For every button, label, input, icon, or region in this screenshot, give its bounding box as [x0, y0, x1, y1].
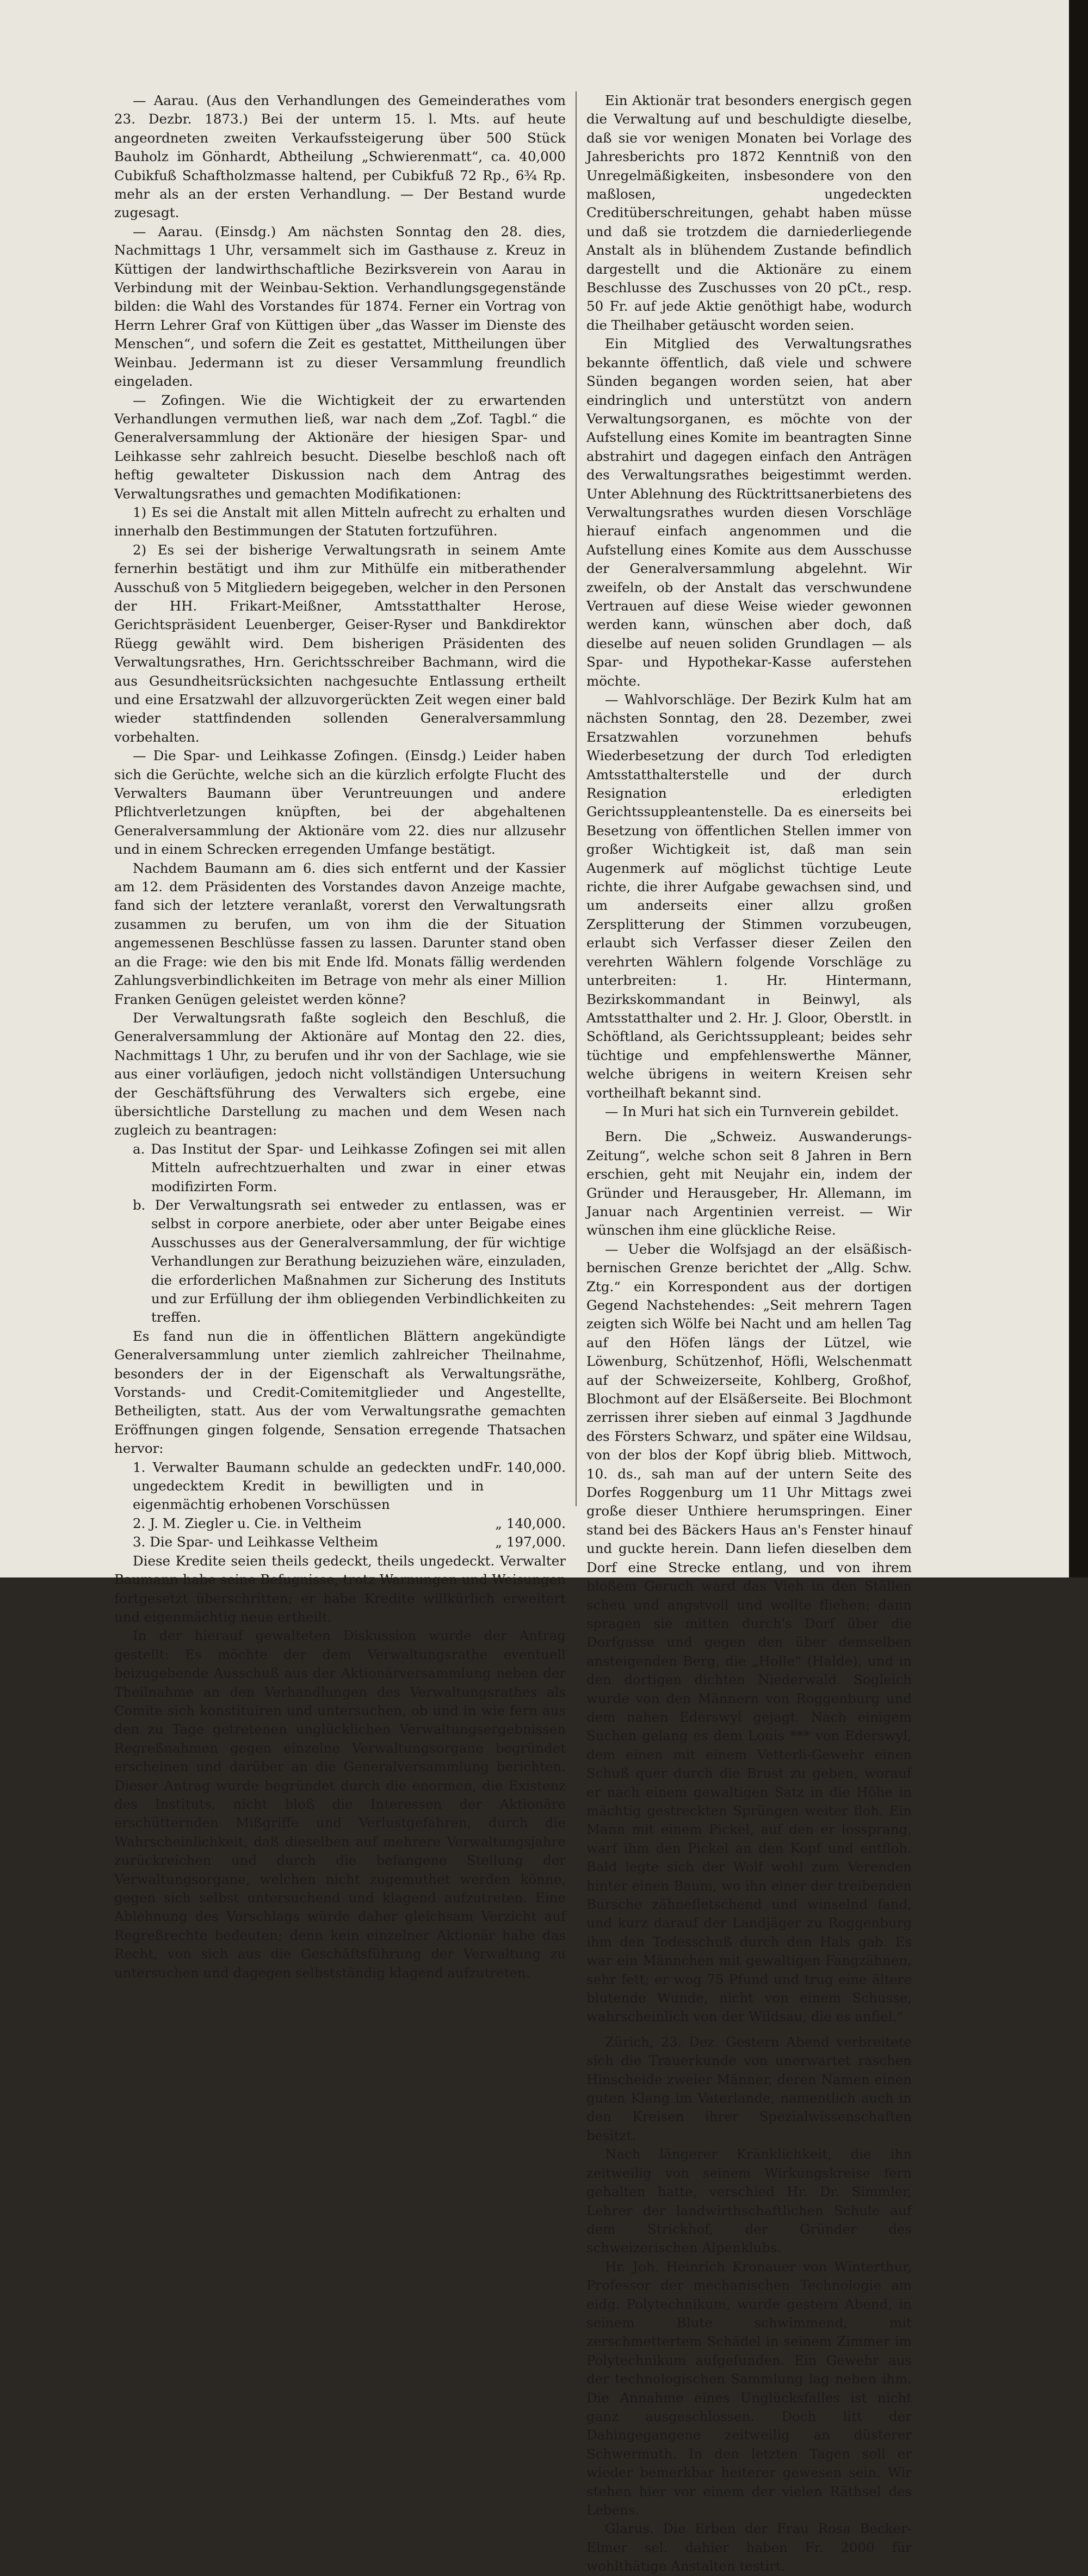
paragraph-verwaltungsrath-beschluss: Der Verwaltungsrath faßte sogleich den Beschluß, die Generalversammlung der Aktionäre auf Montag den 22. dies, Nachmittags 1 Uhr, zu berufen und ihr von der Sachlage, wie sie aus einer vorläufigen, jedoch nicht vollständigen Untersuchung der Geschäftsführung des Verwalters sich ergebe, eine übersichtliche Darstellung zu machen und dem Wesen nach zugleich zu beantragen: — [114, 1009, 566, 1138]
right-column — [586, 91, 912, 2576]
credit-amount: „ 197,000. — [495, 1534, 566, 1550]
paragraph-mitglied-verwaltungsrath: Ein Mitglied des Verwaltungsrathes bekannte öffentlich, daß viele und schwere Sünden begangen worden seien, hat aber eindringlich und unterstützt von andern Verwaltungsorganen, es möchte von der Aufstellung eines Komite im beantragten Sinne abstrahirt und dagegen einfach den Anträgen des Verwaltungsrathes beigestimmt werden. Unter Ablehnung des Rücktrittsanerbietens des Verwaltungsrathes wurden diesen Vorschläge hierauf einfach angenommen und die Aufstellung eines Komite aus dem Ausschusse der Generalversammlung abgelehnt. Wir zweifeln, ob der Anstalt das verschwundene Vertrauen auf diese Weise wieder gewonnen werden kann, wünschen aber doch, daß dieselbe auf neuen soliden Grundlagen — als Spar- und Hypothekar-Kasse auferstehen möchte. — [586, 336, 912, 689]
article-glarus-erben: Glarus. Die Erben der Frau Rosa Becker-Elmer sel. dahier haben Fr. 2000 für wohlthätige Anstalten testirt. — [586, 2520, 912, 2574]
credit-item — [114, 1458, 566, 1514]
article-zuerich-trauerkunde: Zürich, 23. Dez. Gestern Abend verbreitete sich die Trauerkunde von unerwartet raschen Hinscheide zweier Männer, deren Namen einen guten Klang im Vaterlande, namentlich auch in den Kreisen ihrer Spezialwissenschaften besitzt. — [586, 2033, 912, 2143]
credit-list — [114, 1458, 566, 1552]
article-wahlvorschlaege: — Wahlvorschläge. Der Bezirk Kulm hat am nächsten Sonntag, den 28. Dezember, zwei Ersatzwahlen vorzunehmen behufs Wiederbesetzung der durch Tod erledigten Amtsstatthalterstelle und der durch Resignation erledigten Gerichtssuppleantenstelle. Da es einerseits bei Besetzung von öffentlichen Stellen immer von großer Wichtigkeit ist, daß man sein Augenmerk auf möglichst tüchtige Leute richte, die ihrer Aufgabe gewachsen sind, und um anderseits einer allzu großen Zersplitterung der Stimmen vorzubeugen, erlaubt sich Verfasser dieser Zeilen den verehrten Wählern folgende Vorschläge zu unterbreiten: 1. Hr. Hintermann, Bezirkskommandant in Beinwyl, als Amtsstatthalter und 2. Hr. J. Gloor, Oberstlt. in Schöftland, als Gerichtssuppleant; beides sehr tüchtige und empfehlenswerthe Männer, welche übrigens in weitern Kreisen sehr vortheilhaft bekannt sind. — [586, 692, 912, 1101]
article-aarau-holzsteigerung: — Aarau. (Aus den Verhandlungen des Gemeinderathes vom 23. Dezbr. 1873.) Bei der unterm 15. l. Mts. auf heute angeordneten zweiten Verkaufssteigerung über 500 Stück Bauholz im Gönhardt, Abtheilung „Schwierenmatt“, ca. 40,000 Cubikfuß Schaftholzmasse haltend, per Cubikfuß 72 Rp., 6¾ Rp. mehr als an der ersten Verhandlung. — Der Bestand wurde zugesagt. — [114, 93, 566, 221]
paragraph-kredite: Diese Kredite seien theils gedeckt, theils ungedeckt. Verwalter Baumann habe seine Befugnisse, trotz Warnungen und Weisungen fortgesetzt überschritten; er habe Kredite willkürlich erweitert und eigenmächtig neue ertheilt. — [114, 1552, 566, 1625]
proposal-b: b. Der Verwaltungsrath sei entweder zu entlassen, was er selbst in corpore anerbiete, oder aber unter Beigabe eines Ausschusses aus der Generalversammlung, der für wichtige Verhandlungen zur Berathung beizuziehen wäre, einzuladen, die erforderlichen Maßnahmen zur Sicherung des Instituts und zur Erfüllung der ihm obliegenden Verbindlichkeiten zu treffen. — [133, 1197, 566, 1326]
paragraph-baumann-flucht: Nachdem Baumann am 6. dies sich entfernt und der Kassier am 12. dem Präsidenten des Vorstandes davon Anzeige machte, fand sich der letztere veranlaßt, vorerst den Verwaltungsrath zusammen zu berufen, um von ihm die der Situation angemessenen Beschlüsse fassen zu lassen. Darunter stand oben an die Frage: wie den bis mit Ende lfd. Monats fällig werdenden Zahlungsverbindlichkeiten im Betrage von mehr als einer Million Franken Genügen geleistet werden könne? — [114, 860, 566, 1007]
credit-label: 1. Verwalter Baumann schulde an gedeckten und ungedecktem Kredit in bewilligten und in eigenmächtig erhobenen Vorschüssen — [133, 1459, 484, 1513]
credit-amount: „ 140,000. — [495, 1515, 566, 1531]
article-aarau-bezirksverein: — Aarau. (Einsdg.) Am nächsten Sonntag den 28. dies, Nachmittags 1 Uhr, versammelt sich im Gasthause z. Kreuz in Küttigen der landwirthschaftliche Bezirksverein von Aarau in Verbindung mit der Weinbau-Sektion. Verhandlungsgegenstände bilden: die Wahl des Vorstandes für 1874. Ferner ein Vortrag von Herrn Lehrer Graf von Küttigen über „das Wasser im Dienste des Menschen“, und sofern die Zeit es gestattet, Mittheilungen über Weinbau. Jedermann ist zu dieser Versammlung freundlich eingeladen. — [114, 223, 566, 390]
credit-label: 2. J. M. Ziegler u. Cie. in Veltheim — [133, 1515, 362, 1531]
paragraph-simmler: Nach längerer Kränklichkeit, die ihn zeitweilig von seinem Wirkungskreise fern gehalten hatte, verschied Hr. Dr. Simmler, Lehrer der landwirthschaftlichen Schule auf dem Strickhof, der Gründer des schweizerischen Alpenklubs. — [586, 2146, 912, 2256]
article-wolfsjagd: — Ueber die Wolfsjagd an der elsäßisch-bernischen Grenze berichtet der „Allg. Schw. Ztg.“ ein Korrespondent aus der dortigen Gegend Nachstehendes: „Seit mehrern Tagen zeigten sich Wölfe bei Nacht und am hellen Tag auf den Höfen längs der Lützel, wie Löwenburg, Schützenhof, Höfli, Welschenmatt auf der Schweizerseite, Kohlberg, Großhof, Blochmont auf der Elsäßerseite. Bei Blochmont zerrissen ihrer sieben auf einmal 3 Jagdhunde des Försters Schwarz, und später eine Wildsau, von der blos der Kopf übrig blieb. Mittwoch, 10. ds., sah man auf der untern Seite des Dorfes Roggenburg um 11 Uhr Mittags zwei große dieser Unthiere herumspringen. Einer stand bei des Bäckers Haus an's Fenster hinauf und guckte herein. Dann liefen dieselben dem Dorf eine Strecke entlang, und von ihrem bloßem Geruch ward das Vieh in den Ställen scheu und angstvoll und wollte fliehen; dann spragen sie mitten durch's Dorf über die Dorfgasse und gegen den über demselben ansteigenden Berg, die „Holle“ (Halde), und in den dortigen dichten Niederwald. Sogleich wurde von den Männern von Roggenburg und dem nahen Ederswyl gejagt. Nach einigem Suchen gelang es dem Louis *** von Ederswyl, dem einen mit einem Vetterli-Gewehr einen Schuß quer durch die Brust zu geben, worauf er nach einem gewaltigen Satz in die Höhe in mächtig gestreckten Sprüngen weiter floh. Ein Mann mit einem Pickel, auf den er lossprang, warf ihm den Pickel an den Kopf und entfloh. Bald legte sich der Wolf wohl zum Verenden hinter einen Baum, wo ihn einer der treibenden Bursche zähnefletschend und winselnd fand, und kurz darauf der Landjäger zu Roggenburg ihm den Todesschuß durch den Hals gab. Es war ein Männchen mit gewaltigen Fangzähnen, sehr fett; er wog 75 Pfund und trug eine ältere blutende Wunde, nicht von einem Schusse, wahrscheinlich von der Wildsau, die es anfiel.“ — [586, 1241, 912, 2025]
credit-item — [114, 1514, 566, 1533]
paragraph-aktionaer-vorwurf: Ein Aktionär trat besonders energisch gegen die Verwaltung auf und beschuldigte dieselbe, daß sie vor wenigen Monaten bei Vorlage des Jahresberichts pro 1872 Kenntniß von den Unregelmäßigkeiten, insbesondere von den maßlosen, ungedeckten Creditüberschreitungen, gehabt haben müsse und daß sie trotzdem die darniederliegende Anstalt als in blühendem Zustande befindlich dargestellt und die Aktionäre zu einem Beschlusse des Zuschusses von 20 pCt., resp. 50 Fr. auf jede Aktie genöthigt habe, wodurch die Theilhaber getäuscht worden seien. — [586, 93, 912, 333]
paragraph-generalversammlung-eroeffnungen: Es fand nun die in öffentlichen Blättern angekündigte Generalversammlung unter ziemlich zahlreicher Theilnahme, besonders der in der Eigenschaft als Verwaltungsräthe, Vorstands- und Credit-Comitemitglieder und Angestellte, Betheiligten, statt. Aus der vom Verwaltungsrathe gemachten Eröffnungen gingen folgende, Sensation erregende Thatsachen hervor: — [114, 1328, 566, 1457]
scan-edge — [1069, 0, 1088, 1577]
section-gap — [586, 1121, 912, 1127]
credit-label: 3. Die Spar- und Leihkasse Veltheim — [133, 1534, 379, 1550]
article-zofingen-generalversammlung: — Zofingen. Wie die Wichtigkeit der zu erwartenden Verhandlungen vermuthen ließ, war nach dem „Zof. Tagbl.“ die Generalversammlung der Aktionäre der hiesigen Spar- und Leihkasse sehr zahlreich besucht. Dieselbe beschloß nach oft heftig gewalteter Diskussion nach dem Antrag des Verwaltungsrathes und gemachten Modifikationen: — [114, 392, 566, 502]
left-column — [114, 91, 566, 1982]
column-divider — [576, 91, 577, 1506]
resolution-2: 2) Es sei der bisherige Verwaltungsrath in seinem Amte fernerhin bestätigt und ihm zur Mithülfe ein mitberathender Ausschuß von 5 Mitgliedern beigegeben, welcher in den Personen der HH. Frikart-Meißner, Amtsstatthalter Herose, Gerichtspräsident Leuenberger, Geiser-Ryser und Bankdirektor Rüegg gewählt wird. Dem bisherigen Präsidenten des Verwaltungsrathes, Hrn. Gerichtsschreiber Bachmann, wird die aus Gesundheitsrücksichten nachgesuchte Entlassung ertheilt und eine Ersatzwahl der allzuvorgerückten Zeit wegen einer bald wieder stattfindenden sollenden Generalversammlung vorbehalten. — [114, 541, 566, 745]
credit-amount: Fr. 140,000. — [484, 1459, 566, 1475]
paragraph-diskussion-antrag: In der hierauf gewalteten Diskussion wurde der Antrag gestellt: Es möchte der dem Verwaltungsrathe eventuell beizugebende Ausschuß aus der Aktionärversammlung neben der Theilnahme an den Verhandlungen des Verwaltungsrathes als Comite sich konstituiren und untersuchen, ob und in wie fern aus den zu Tage getretenen unglücklichen Verwaltungsergebnissen Regreßnahmen gegen einzelne Verwaltungsorgane begründet erscheinen und darüber an die Generalversammlung berichten. Dieser Antrag wurde begründet durch die enormen, die Existenz des Instituts, nicht bloß die Interessen der Aktionäre erschütternden Mißgriffe und Verlustgefahren, durch die Wahrscheinlichkeit, daß dieselben auf mehrere Verwaltungsjahre zurückreichen und durch die befangene Stellung der Verwaltungsorgane, welchen nicht zugemuthet werden könne, gegen sich selbst untersuchend und klagend aufzutreten. Eine Ablehnung des Vorschlags würde daher gleichsam Verzicht auf Regreßrechte bedeuten; denn kein einzelner Aktionär habe das Recht, von sich aus die Geschäftsführung der Verwaltung zu untersuchen und dagegen selbstständig klagend aufzutreten. — [114, 1628, 566, 1981]
article-muri-turnverein: — In Muri hat sich ein Turnverein gebildet. — [605, 1103, 899, 1119]
article-spar-leihkasse: — Die Spar- und Leihkasse Zofingen. (Einsdg.) Leider haben sich die Gerüchte, welche sich an die kürzlich erfolgte Flucht des Verwalters Baumann über Veruntreuungen und andere Pflichtverletzungen knüpften, bei der abgehaltenen Generalversammlung der Aktionäre vom 22. dies nur allzusehr und in einem Schrecken erregenden Umfange bestätigt. — [114, 748, 566, 858]
article-bern-auswanderungszeitung: Bern. Die „Schweiz. Auswanderungs-Zeitung“, welche schon seit 8 Jahren in Bern erschien, geht mit Neujahr ein, indem der Gründer und Herausgeber, Hr. Allemann, im Januar nach Argentinien verreist. — Wir wünschen ihm eine glückliche Reise. — [586, 1129, 912, 1238]
paragraph-kronauer: Hr. Joh. Heinrich Kronauer von Winterthur, Professor der mechanischen Technologie am eidg. Polytechnikum, wurde gestern Abend, in seinem Blute schwimmend, mit zerschmettertem Schädel in seinem Zimmer im Polytechnikum aufgefunden. Ein Gewehr aus der technologischen Sammlung lag neben ihm. Die Annahme eines Unglücksfalles ist nicht ganz ausgeschlossen. Doch litt der Dahingegangene zeitweilig an düsterer Schwermuth. In den letzten Tagen soll er wieder bemerkbar heiterer gewesen sein. Wir stehen hier vor einem der vielen Räthsel des Lebens. — [586, 2258, 912, 2518]
credit-item — [114, 1533, 566, 1551]
proposal-a: a. Das Institut der Spar- und Leihkasse Zofingen sei mit allen Mitteln aufrechtzuerhalten und zwar in einer etwas modifizirten Form. — [133, 1141, 566, 1194]
section-gap — [586, 2026, 912, 2033]
resolution-1: 1) Es sei die Anstalt mit allen Mitteln aufrecht zu erhalten und innerhalb den Bestimmungen der Statuten fortzuführen. — [114, 504, 566, 539]
